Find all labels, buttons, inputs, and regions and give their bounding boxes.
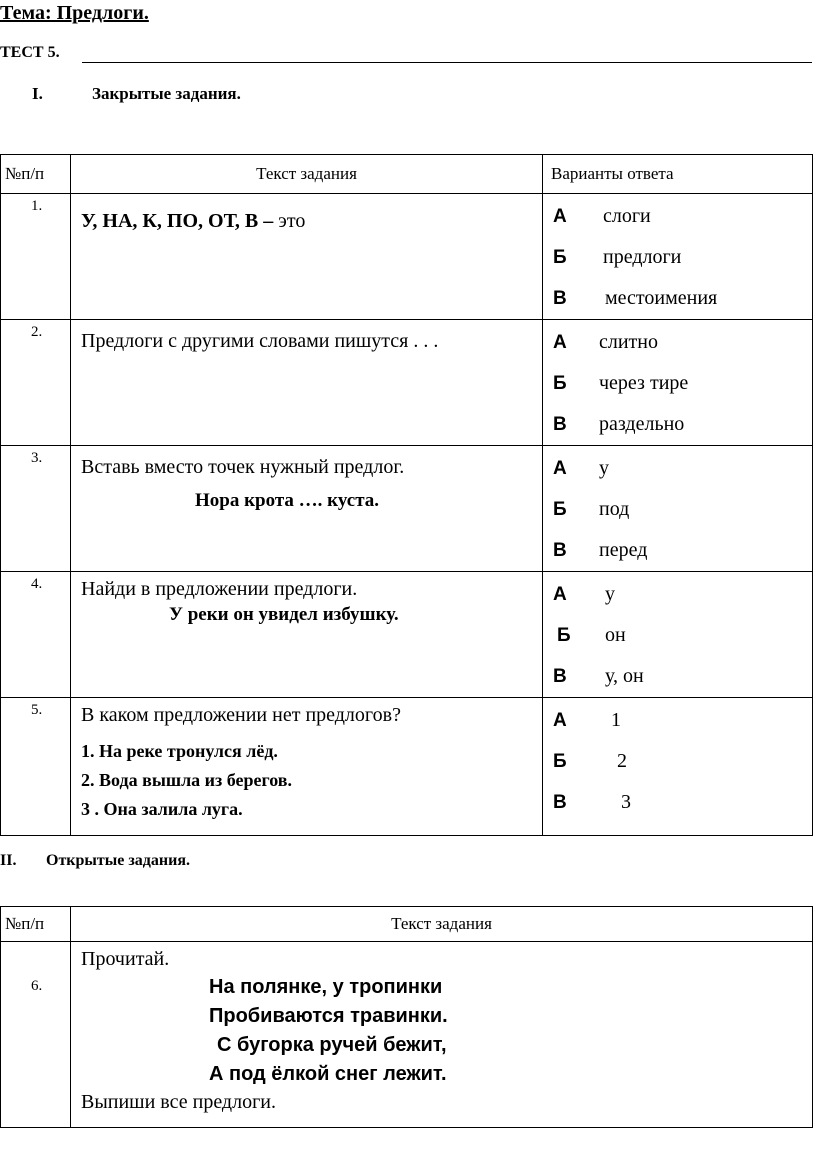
page-theme: Тема: Предлоги.	[0, 2, 149, 24]
answer-text: у	[599, 457, 609, 479]
header-task: Текст задания	[71, 907, 813, 942]
header-num: №п/п	[1, 155, 71, 194]
answer-text: он	[605, 624, 626, 646]
closed-tasks-table	[0, 154, 813, 836]
table-row	[1, 942, 813, 1128]
answer-text: у, он	[605, 665, 644, 687]
section2-title: Открытые задания.	[46, 852, 190, 869]
answer-text: 3	[621, 791, 631, 813]
table-row	[1, 446, 813, 572]
answer-text: предлоги	[603, 246, 682, 268]
answer-options	[543, 194, 813, 320]
answer-text: у	[605, 583, 615, 605]
answer-letter: А	[553, 331, 567, 353]
answer-option	[543, 448, 812, 489]
answer-option	[543, 237, 812, 278]
table-header-row	[1, 907, 813, 942]
answer-text: раздельно	[599, 413, 685, 435]
answer-option	[543, 741, 812, 782]
answer-letter: Б	[553, 246, 567, 268]
task-intro: Прочитай.	[81, 948, 170, 970]
open-tasks-table	[0, 906, 813, 1128]
answer-letter: Б	[553, 498, 567, 520]
answer-option	[543, 700, 812, 741]
answer-letter: А	[553, 457, 567, 479]
answer-letter: А	[553, 583, 567, 605]
table-row	[1, 572, 813, 698]
sentence-item: 3 . Она залила луга.	[81, 799, 243, 819]
task-instruction: Выпиши все предлоги.	[81, 1091, 276, 1113]
answer-options	[543, 698, 813, 836]
answer-letter: В	[553, 665, 567, 687]
answer-options	[543, 320, 813, 446]
answer-option	[543, 489, 812, 530]
poem	[81, 973, 812, 1089]
section1-numeral: I.	[32, 84, 43, 103]
answer-text: 2	[617, 750, 627, 772]
poem-line: На полянке, у тропинки	[209, 976, 443, 998]
task-text	[71, 942, 813, 1128]
header-task: Текст задания	[71, 155, 543, 194]
task-text	[71, 320, 543, 446]
answer-option	[543, 322, 812, 363]
task-example-sentence: Нора крота …. куста.	[195, 490, 380, 511]
table-header-row	[1, 155, 813, 194]
task-bold-text: У, НА, К, ПО, ОТ, В –	[81, 210, 274, 232]
answer-letter: В	[553, 791, 567, 813]
row-number: 5.	[1, 698, 71, 836]
task-plain-text: Предлоги с другими словами пишутся . . .	[81, 330, 439, 352]
task-plain-text: Найди в предложении предлоги.	[81, 578, 358, 600]
row-number: 1.	[1, 194, 71, 320]
task-text	[71, 446, 543, 572]
poem-line: С бугорка ручей бежит,	[217, 1034, 447, 1056]
task-plain-text: В каком предложении нет предлогов?	[81, 704, 401, 726]
answer-options	[543, 446, 813, 572]
task-plain-text: это	[273, 210, 306, 232]
poem-line: Пробиваются травинки.	[209, 1005, 448, 1027]
task-text	[71, 194, 543, 320]
row-number: 3.	[1, 446, 71, 572]
answer-options	[543, 572, 813, 698]
section1-title: Закрытые задания.	[92, 84, 241, 103]
task-example-sentence: У реки он увидел избушку.	[169, 604, 399, 625]
test-label: ТЕСТ 5.	[0, 44, 60, 61]
answer-text: слоги	[603, 205, 651, 227]
answer-option	[543, 574, 812, 615]
section2-numeral: II.	[0, 852, 17, 869]
answer-letter: В	[553, 413, 567, 435]
task-plain-text: Вставь вместо точек нужный предлог.	[81, 456, 405, 478]
answer-option	[543, 196, 812, 237]
answer-letter: Б	[557, 624, 571, 646]
sentence-item: 2. Вода вышла из берегов.	[81, 770, 293, 790]
answer-option	[543, 656, 812, 697]
answer-text: местоимения	[605, 287, 718, 309]
answer-text: 1	[611, 709, 621, 731]
row-number: 6.	[1, 942, 71, 1128]
answer-option	[543, 782, 812, 823]
answer-option	[543, 363, 812, 404]
answer-text: перед	[599, 539, 648, 561]
answer-letter: В	[553, 539, 567, 561]
table-row	[1, 698, 813, 836]
sentence-list	[81, 737, 542, 824]
answer-option	[543, 615, 812, 656]
sentence-item: 1. На реке тронулся лёд.	[81, 741, 278, 761]
answer-letter: Б	[553, 372, 567, 394]
answer-letter: В	[553, 287, 567, 309]
answer-letter: А	[553, 205, 567, 227]
answer-letter: А	[553, 709, 567, 731]
answer-option	[543, 404, 812, 445]
test-name-line	[82, 62, 812, 63]
answer-text: через тире	[599, 372, 689, 394]
answer-text: слитно	[599, 331, 659, 353]
task-text	[71, 572, 543, 698]
header-num: №п/п	[1, 907, 71, 942]
answer-option	[543, 278, 812, 319]
task-text	[71, 698, 543, 836]
table-row	[1, 320, 813, 446]
answer-text: под	[599, 498, 630, 520]
answer-option	[543, 530, 812, 571]
poem-line: А под ёлкой снег лежит.	[209, 1063, 447, 1085]
row-number: 2.	[1, 320, 71, 446]
row-number: 4.	[1, 572, 71, 698]
table-row	[1, 194, 813, 320]
header-answers: Варианты ответа	[543, 155, 813, 194]
answer-letter: Б	[553, 750, 567, 772]
